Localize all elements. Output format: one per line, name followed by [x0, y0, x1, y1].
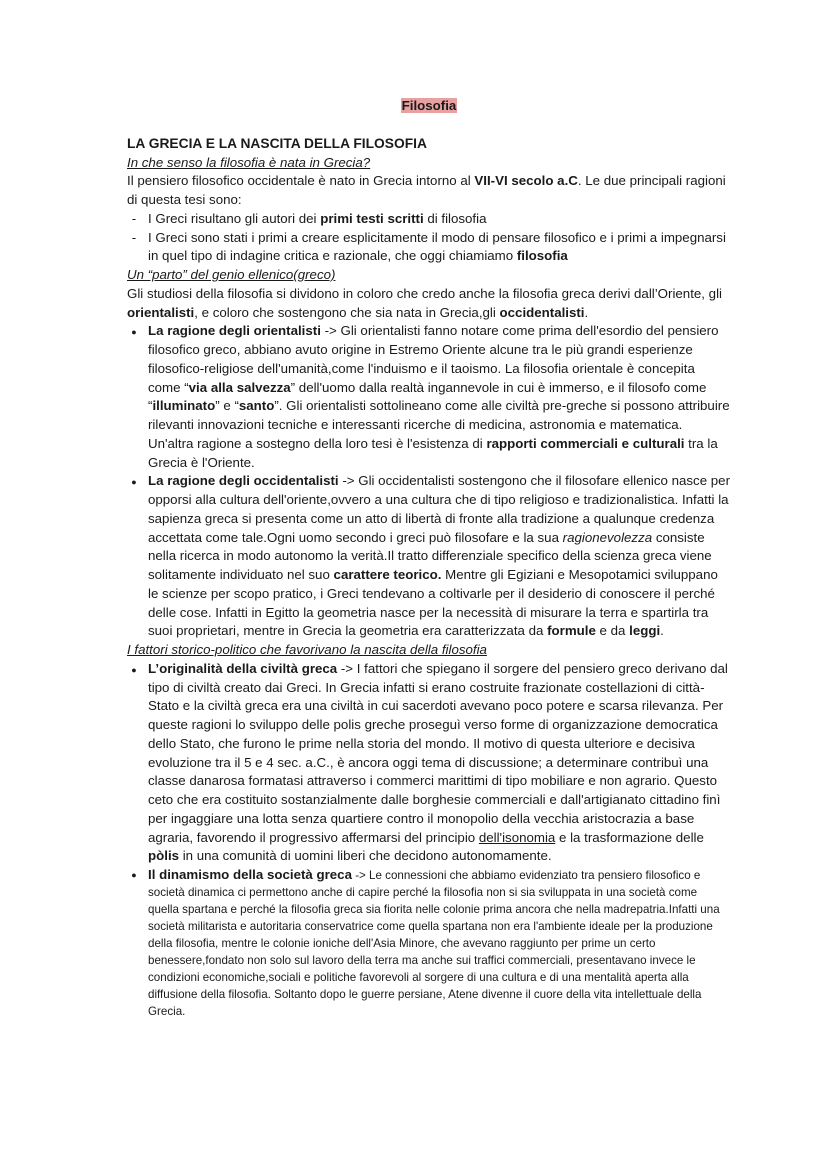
- bullet-icon: ●: [131, 664, 137, 675]
- text-run: Il pensiero filosofico occidentale è nato in Grecia intorno al: [127, 173, 475, 189]
- paragraph: [127, 172, 731, 210]
- bold-text: orientalisti: [127, 304, 195, 320]
- document-page: [127, 97, 731, 1020]
- bold-text: La ragione degli occidentalisti: [148, 473, 339, 489]
- list-item: [127, 322, 731, 472]
- subsection-heading: [127, 154, 731, 173]
- text-run: -> Le connessioni che abbiamo evidenziato tra pensiero filosofico e società dinamica ci permettono anche di capire perché la filosofia non si sia sviluppata in una società come quella spartana e perché la filosofia greca sia fiorita nelle colonie prima ancora che nella madrepatria.Infatti una società militarista e autoritaria conservatrice come quella spartana non era l'ambiente ideale per la produzione della filosofia, mentre le colonie ioniche dell'Asia Minore, che avevano raggiunto per prime un certo benessere,fondato non solo sul lavoro della terra ma anche sui traffici commerciali, presentavano invece le condizioni economiche,sociali e politiche favorevoli al sorgere di una cultura e di una mentalità aperta alla diffusione della filosofia. Soltanto dopo le guerre persiane, Atene divenne il cuore della vita intellettuale della Grecia.: [148, 869, 720, 1018]
- bold-text: primi testi scritti: [320, 210, 424, 226]
- text-run: . Le due principali ragioni di questa tesi sono:: [127, 173, 726, 207]
- bold-text: occidentalisti: [499, 304, 585, 320]
- dash-marker: -: [131, 210, 137, 226]
- bold-text: L’originalità della civiltà greca: [148, 660, 338, 676]
- text-run: I Greci sono stati i primi a creare esplicitamente il modo di pensare filosofico e i primi a impegnarsi in quel tipo di indagine critica e razionale, che oggi chiamiamo: [148, 229, 726, 264]
- text-run: Gli studiosi della filosofia si dividono in coloro che credo anche la filosofia greca derivi dall’Oriente, gli: [127, 285, 722, 301]
- document-body: [127, 135, 731, 1020]
- document-title: [127, 97, 731, 116]
- text-run: .: [660, 623, 664, 639]
- italic-text: ragionevolezza: [562, 529, 653, 545]
- text-run: LA GRECIA E LA NASCITA DELLA FILOSOFIA: [127, 135, 427, 151]
- bold-text: filosofia: [516, 248, 568, 264]
- text-run: -> Gli orientalisti fanno notare come prima dell'esordio del pensiero filosofico greco, abbiano avuto origine in Estremo Oriente alcune tra le più grandi esperienze filosofico-religiose dell'umanità,come l'induismo e il taoismo. La filosofia orientale è concepita come “: [148, 323, 719, 395]
- text-run: , e coloro che sostengono che sia nata in Grecia,gli: [194, 304, 500, 320]
- section-heading: [127, 135, 731, 154]
- dash-marker: -: [131, 229, 137, 245]
- text-run: e la trasformazione delle: [555, 829, 704, 845]
- bold-text: pòlis: [148, 848, 180, 864]
- text-run: Mentre gli Egiziani e Mesopotamici sviluppano le scienze per scopo pratico, i Greci tendevano a coltivarle per il desiderio di conoscere il perché delle cose. Infatti in Egitto la geometria nasce per la necessità di misurare la terra e spartirla tra suoi proprietari, mentre in Grecia la geometria era caratterizzata da: [148, 567, 718, 639]
- text-run: -> I fattori che spiegano il sorgere del pensiero greco derivano dal tipo di civiltà creato dai Greci. In Grecia infatti si erano costruite frazionate costellazioni di città-Stato e la civiltà greca era una civiltà in cui sacerdoti avevano poco potere e scarsa rilevanza. Per queste ragioni lo sviluppo delle polis greche proseguì verso forme di organizzazione democratica dello Stato, che furono le prime nella storia del mondo. Il motivo di questa ulteriore e decisiva evoluzione tra il 5 e 4 sec. a.C., è ancora oggi tema di discussione; a determinare contribuì una classe danarosa formatasi attraverso i commerci marittimi di tipo mobiliare e non agrario. Questo ceto che era costituito sostanzialmente dalle borghesie commerciali e dall'artigianato cittadino finì per ingaggiare una lotta senza quartiere contro il monopolio della vecchia aristocrazia a base agraria, favorendo il progressivo affermarsi del principio: [148, 660, 728, 845]
- text-run: ” e “: [215, 398, 239, 414]
- paragraph: [127, 285, 731, 323]
- bold-text: La ragione degli orientalisti: [148, 323, 321, 339]
- underlined-text: dell'isonomia: [478, 829, 556, 845]
- bullet-list: [127, 322, 731, 641]
- text-run: di filosofia: [423, 210, 487, 226]
- text-run: tra la Grecia è l'Oriente.: [148, 435, 718, 470]
- bullet-icon: ●: [131, 870, 137, 880]
- text-run: In che senso la filosofia è nata in Grecia?: [127, 154, 371, 170]
- list-item: [127, 229, 731, 267]
- bullet-icon: ●: [131, 477, 137, 488]
- text-run: consiste nella ricerca in modo autonomo la verità.Il tratto differenziale specifico della scienza greca viene solitamente individuato nel suo: [148, 529, 712, 582]
- list-item: [127, 660, 731, 866]
- text-run: I Greci risultano gli autori dei: [148, 210, 321, 226]
- dash-list: [127, 210, 731, 266]
- bold-text: formule: [547, 623, 596, 639]
- bold-text: Il dinamismo della società greca: [148, 867, 352, 882]
- subsection-heading: [127, 266, 731, 285]
- text-run: e da: [595, 623, 630, 639]
- list-item: [127, 472, 731, 641]
- bullet-icon: ●: [131, 327, 137, 338]
- subsection-heading: [127, 641, 731, 660]
- bold-text: VII-VI secolo a.C: [474, 173, 578, 189]
- text-run: I fattori storico-politico che favorivano la nascita della filosofia: [127, 642, 487, 657]
- text-run: .: [584, 304, 589, 320]
- text-run: Un “parto” del genio ellenico(greco): [127, 267, 336, 282]
- bold-text: illuminato: [152, 398, 216, 414]
- text-run: -> Gli occidentalisti sostengono che il filosofare ellenico nasce per opporsi alla cultura dell'oriente,ovvero a una cultura che di tipo religioso e tradizionalistica. Infatti la sapienza greca si presenta come un atto di libertà di fronte alla tradizione a qualunque credenza accettata come tale.Ogni uomo secondo i greci può filosofare e la sua: [148, 473, 731, 545]
- text-run: ” dell'uomo dalla realtà ingannevole in cui è immerso, e il filosofo come “: [148, 379, 707, 414]
- bold-text: rapporti commerciali e culturali: [486, 435, 685, 451]
- bold-text: santo: [238, 398, 275, 414]
- list-item: [127, 866, 731, 1020]
- bold-text: leggi: [629, 623, 661, 639]
- text-run: in una comunità di uomini liberi che decidono autonomamente.: [179, 848, 552, 864]
- bullet-list: [127, 660, 731, 1020]
- bold-text: carattere teorico.: [333, 567, 442, 582]
- text-run: ”. Gli orientalisti sottolineano come alle civiltà pre-greche si possono attribuire rilevanti innovazioni tecniche e interessanti ricerche di medicina, astronomia e matematica. Un'altra ragione a sostegno della loro tesi è l'esistenza di: [148, 398, 730, 451]
- bold-text: via alla salvezza: [188, 379, 291, 395]
- title-highlight: Filosofia: [401, 98, 457, 113]
- list-item: [127, 210, 731, 229]
